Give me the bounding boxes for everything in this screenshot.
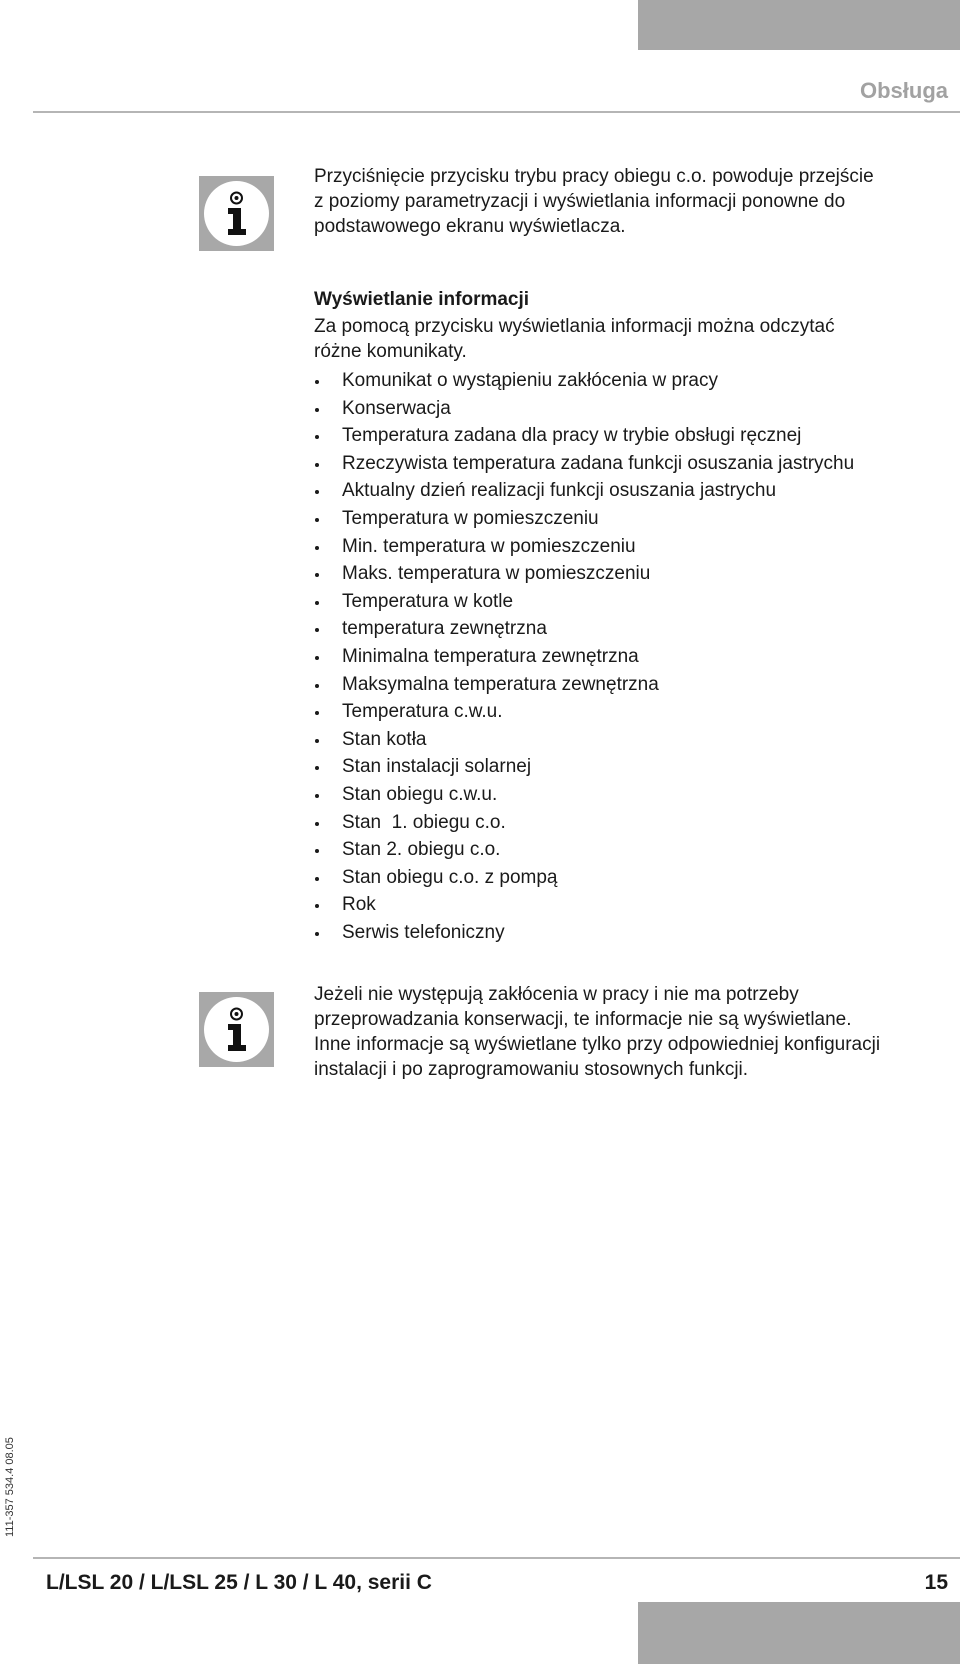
intro-line: Za pomocą przycisku wyświetlania informacji można odczytać <box>314 316 835 337</box>
intro-text <box>314 314 934 364</box>
list-item: temperatura zewnętrzna <box>314 615 854 643</box>
header-bar <box>638 0 960 50</box>
footer-model: L/LSL 20 / L/LSL 25 / L 30 / L 40, serii C <box>46 1571 432 1594</box>
note-line: Jeżeli nie występują zakłócenia w pracy i nie ma potrzeby <box>314 984 799 1005</box>
list-item: Maks. temperatura w pomieszczeniu <box>314 560 854 588</box>
footer-bar <box>638 1602 960 1664</box>
list-item: Maksymalna temperatura zewnętrzna <box>314 671 854 699</box>
note-line: podstawowego ekranu wyświetlacza. <box>314 216 626 237</box>
document-code: 111-357 534.4 08.05 <box>4 1437 16 1537</box>
list-item: Stan instalacji solarnej <box>314 753 854 781</box>
list-item: Rok <box>314 891 854 919</box>
message-list <box>314 367 854 946</box>
list-item: Stan 1. obiegu c.o. <box>314 809 854 837</box>
list-item: Konserwacja <box>314 395 854 423</box>
list-item: Stan kotła <box>314 726 854 754</box>
footer-divider <box>33 1557 960 1559</box>
list-item: Aktualny dzień realizacji funkcji osuszania jastrychu <box>314 477 854 505</box>
section-title: Obsługa <box>859 78 948 103</box>
note-text <box>314 164 934 239</box>
note-line: przeprowadzania konserwacji, te informacje nie są wyświetlane. <box>314 1009 852 1030</box>
note-line: instalacji i po zaprogramowaniu stosownych funkcji. <box>314 1059 749 1080</box>
info-icon <box>199 992 274 1067</box>
list-item: Rzeczywista temperatura zadana funkcji osuszania jastrychu <box>314 450 854 478</box>
list-item: Stan obiegu c.o. z pompą <box>314 864 854 892</box>
list-item: Serwis telefoniczny <box>314 919 854 947</box>
header-divider <box>33 111 960 113</box>
list-item: Temperatura zadana dla pracy w trybie obsługi ręcznej <box>314 422 854 450</box>
list-item: Komunikat o wystąpieniu zakłócenia w pracy <box>314 367 854 395</box>
intro-line: różne komunikaty. <box>314 341 467 362</box>
note-text <box>314 982 934 1082</box>
info-icon <box>199 176 274 251</box>
list-item: Stan obiegu c.w.u. <box>314 781 854 809</box>
list-item: Min. temperatura w pomieszczeniu <box>314 533 854 561</box>
note-line: Inne informacje są wyświetlane tylko przy odpowiedniej konfiguracji <box>314 1034 881 1055</box>
list-item: Minimalna temperatura zewnętrzna <box>314 643 854 671</box>
section-heading: Wyświetlanie informacji <box>314 289 530 310</box>
note-line: z poziomy parametryzacji i wyświetlania informacji ponowne do <box>314 191 846 212</box>
list-item: Temperatura w kotle <box>314 588 854 616</box>
note-line: Przyciśnięcie przycisku trybu pracy obiegu c.o. powoduje przejście <box>314 166 874 187</box>
page-number: 15 <box>924 1571 948 1594</box>
list-item: Temperatura w pomieszczeniu <box>314 505 854 533</box>
list-item: Temperatura c.w.u. <box>314 698 854 726</box>
list-item: Stan 2. obiegu c.o. <box>314 836 854 864</box>
